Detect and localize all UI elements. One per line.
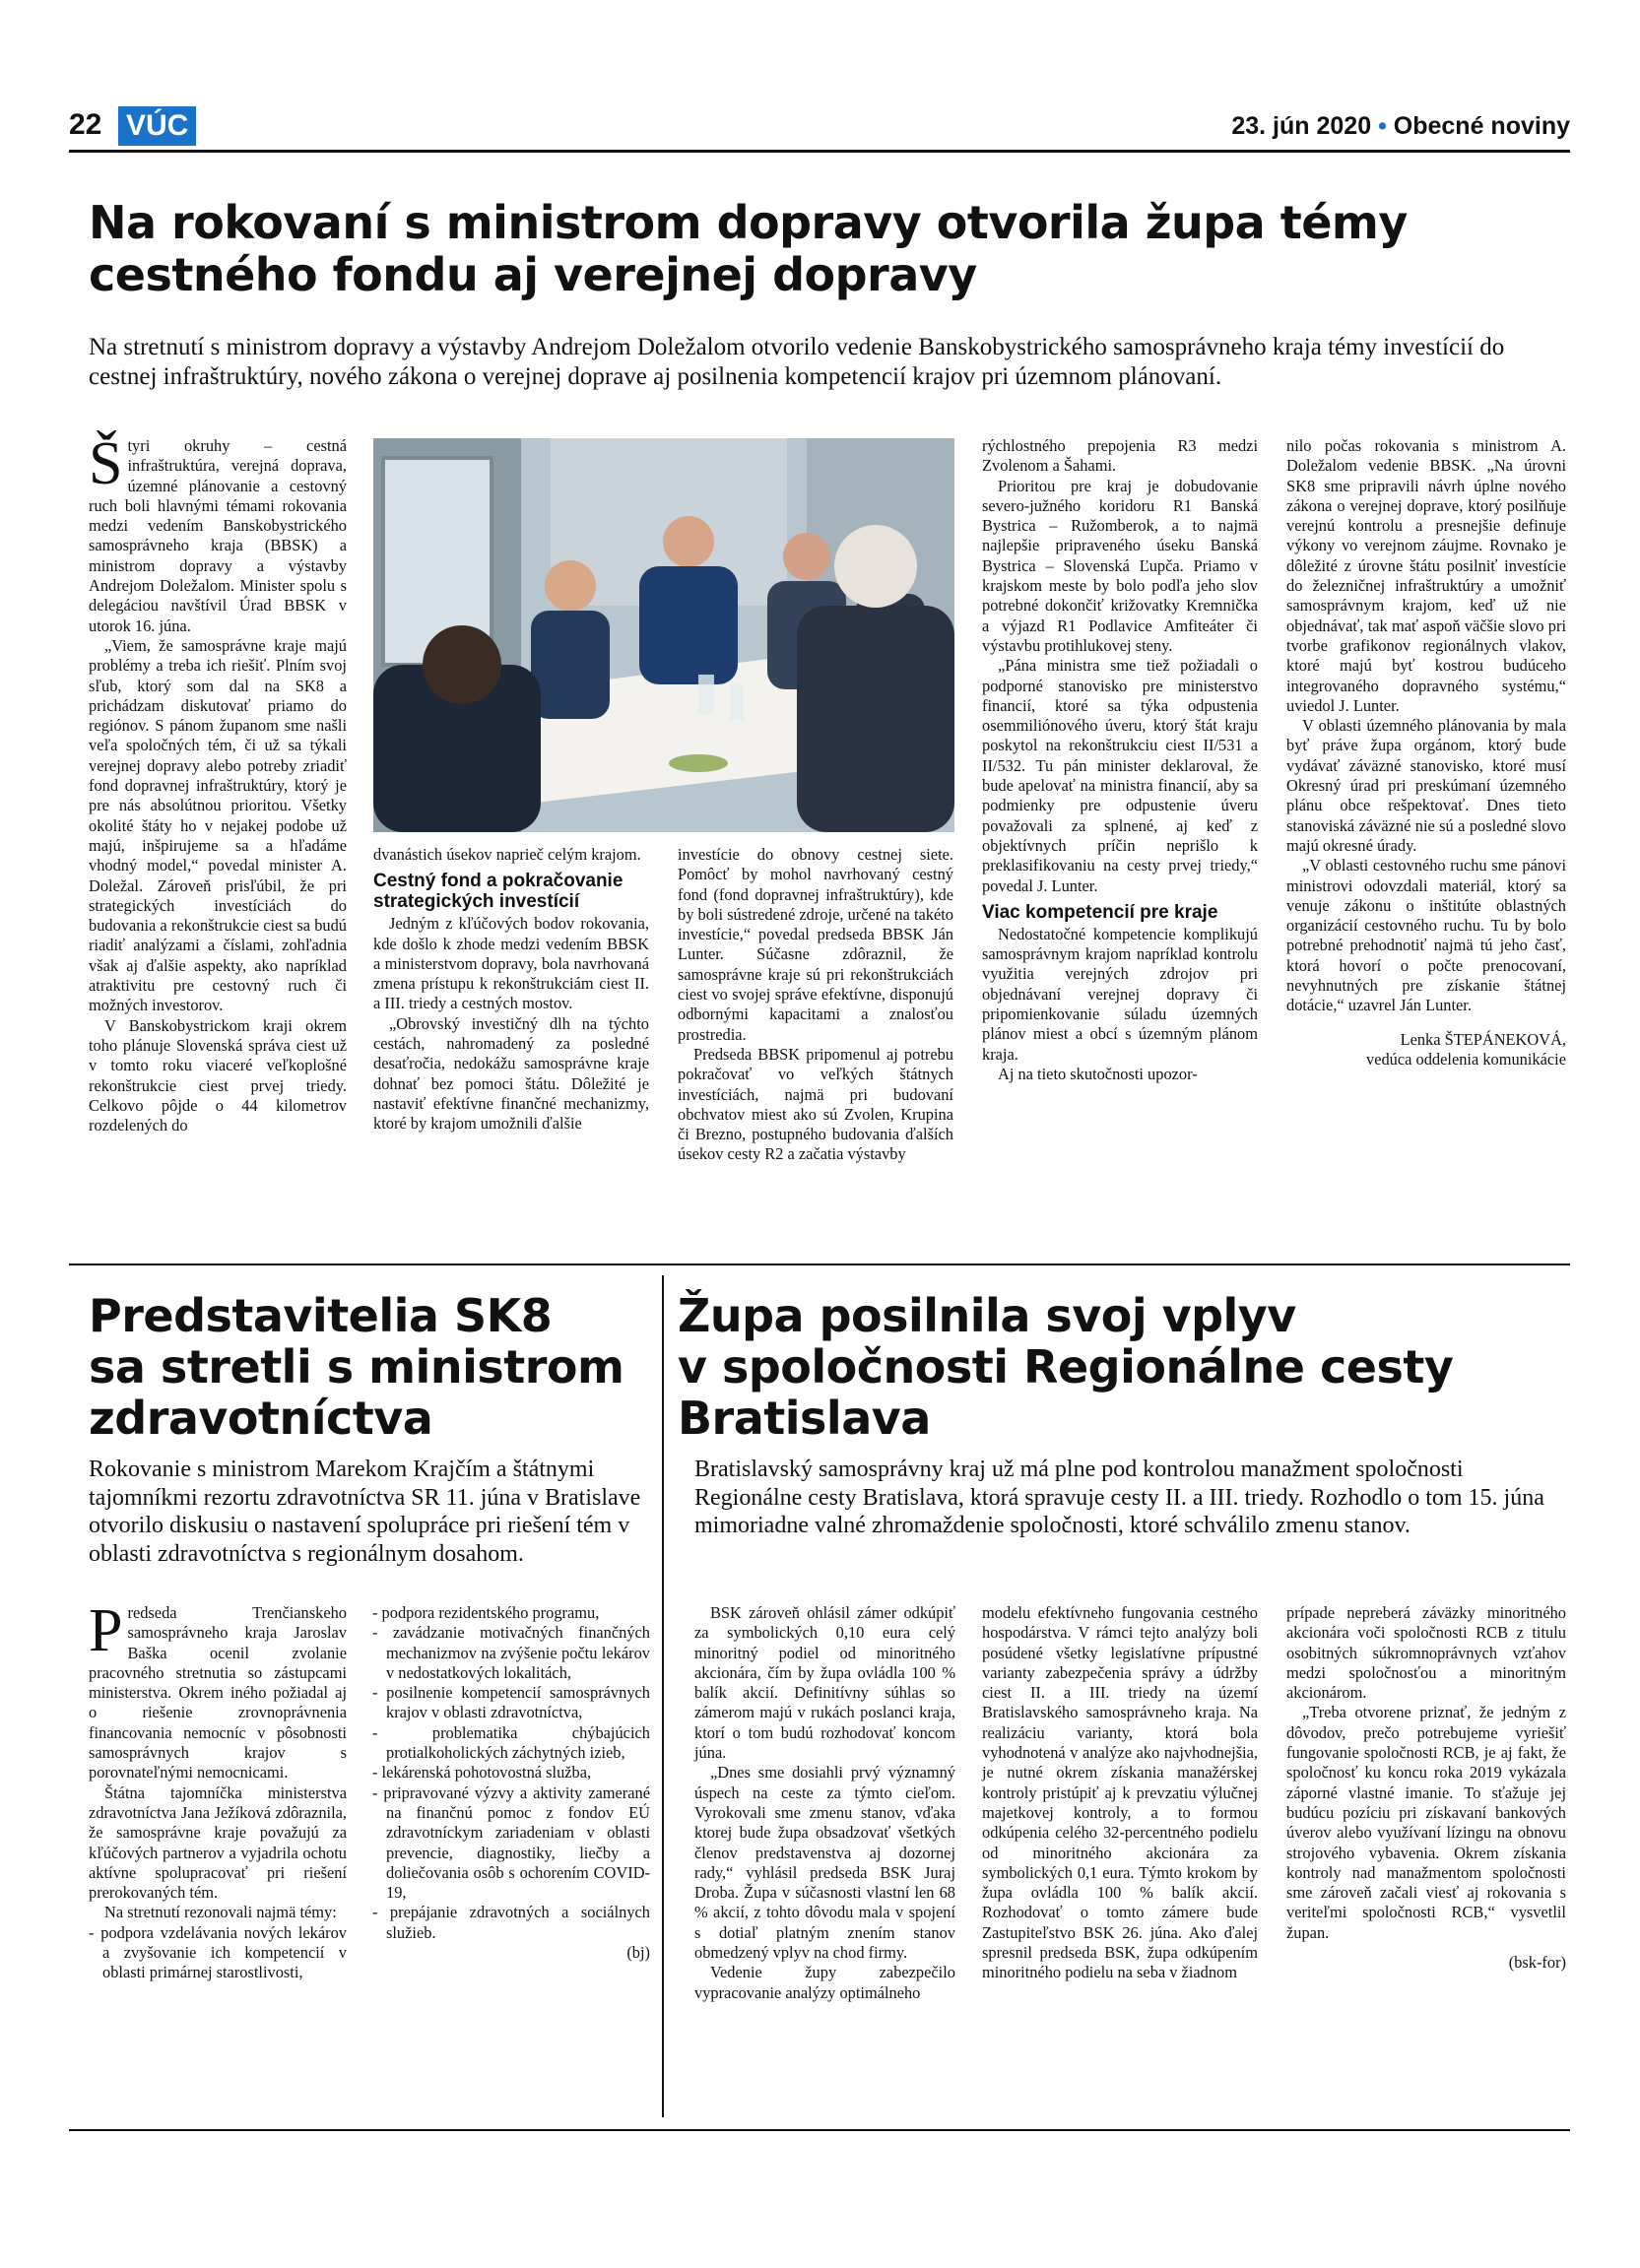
article1-paragraph: V oblasti územného plánovania by mala byť práve župa orgánom, ktorý bude vydávať záväzné stanovisko, ktoré musí Okresný úrad pri preskúmaní územného plánu obce rešpektovať. Dnes tieto stanoviská záväzné nie sú a posledné slovo majú okresné úrady. bbox=[1286, 716, 1566, 855]
article3-title-line: Bratislava bbox=[678, 1392, 931, 1445]
list-item: - posilnenie kompetencií samosprávnych krajov v oblasti zdravotníctva, bbox=[372, 1683, 650, 1722]
paragraph-text: tyri okruhy – cestná infraštruktúra, verejná doprava, územné plánovanie a cestovný ruch boli hlavnými témami rokovania medzi vedením Banskobystrického samosprávneho kraja (BBSK) a ministrom dopravy a výstavby Andrejom Doležalom. Minister spolu s delegáciou navštívil Úrad BBSK v utorok 16. júna. bbox=[89, 436, 347, 635]
paragraph-text: redseda Trenčianskeho samosprávneho kraja Jaroslav Baška ocenil zvolanie pracovného stretnutia so zástupcami ministerstva. Okrem iného požiadal aj o riešenie zrovnoprávnenia financovania nemocníc v pôsobnosti samosprávnych krajov s porovnateľnými nemocnicami. bbox=[89, 1603, 347, 1782]
issue-info bbox=[1231, 112, 1570, 141]
article1-paragraph: „V oblasti cestovného ruchu sme pánovi ministrovi odovzdali materiál, ktorý sa venuje zákonu o inštitúte oblastných organizácií cestovného ruchu. Tu by bolo potrebné prehodnotiť najmä tú jeho časť, ktorá hovorí o počte prenocovaní, nevyhnutných pre získanie štátnej dotácie,“ uzavrel Ján Lunter. bbox=[1286, 856, 1566, 1015]
article2-topic-list bbox=[89, 1923, 347, 1983]
article1-paragraph: V Banskobystrickom kraji okrem toho plánuje Slovenská správa ciest už v tomto roku viaceré veľkoplošné rekonštrukcie ciest prvej triedy. Celkovo pôjde o 44 kilometrov rozdelených do bbox=[89, 1015, 347, 1135]
list-item: - prepájanie zdravotných a sociálnych služieb. bbox=[372, 1903, 650, 1942]
list-item: - problematika chýbajúcich protialkoholických záchytných izieb, bbox=[372, 1722, 650, 1763]
article1-paragraph: „Viem, že samosprávne kraje majú problémy a treba ich riešiť. Plním svoj sľub, ktorý som dal na SK8 a prichádzam diskutovať priamo do regiónov. S pánom županom sme našli veľa spoločných tém, či už sa týkali verejnej dopravy alebo potreby zriadiť fond dopravnej infraštruktúry, ktorý je pre nás absolútnou prioritou. Všetky okolité štáty ho v nejakej podobe už majú, inšpirujeme sa a hľadáme vhodný model,“ povedal minister A. Doležal. Zároveň prisľúbil, že pri strategických investíciách do budovania a rekonštrukcie ciest sa budú riadiť analýzami a číslami, zohľadnia však aj ďalšie aspekty, ako napríklad atraktivitu pre cestovný ruch či možných investorov. bbox=[89, 635, 347, 1015]
article2-column-1 bbox=[89, 1597, 347, 2120]
article1-title-line: cestného fondu aj verejnej dopravy bbox=[89, 248, 977, 301]
article2-column-2 bbox=[372, 1603, 650, 2120]
article2-paragraph: Štátna tajomníčka ministerstva zdravotníctva Jana Ježíková zdôraznila, že samosprávne kraje považujú za kľúčových partnerov a vyjadrila ochotu aktívne spolupracovať pri riešení prerokovaných tém. bbox=[89, 1782, 347, 1903]
article3-paragraph: Vedenie župy zabezpečilo vypracovanie analýzy optimálneho bbox=[694, 1963, 955, 2002]
article2-lead: Rokovanie s ministrom Marekom Krajčím a štátnymi tajomníkmi rezortu zdravotníctva SR 11. júna v Bratislave otvorilo diskusiu o nastavení spolupráce pri riešení tém v oblasti zdravotníctva s regionálnym dosahom. bbox=[89, 1457, 641, 1567]
article1-paragraph: „Pána ministra sme tiež požiadali o podporné stanovisko pre ministerstvo financií, ktoré sa týka odpustenia osemmiliónového úveru, ktorý štát kraju poskytol na rekonštrukciu ciest II/531 a II/532. Tu pán minister deklaroval, že bude apelovať na ministra financií, aby sa podmienky pre odpustenie úveru považovali za splnené, aj keď z objektívnych príčin neprišlo k preklasifikovaniu na cesty prvej triedy,“ povedal J. Lunter. bbox=[982, 656, 1258, 895]
list-item: - podpora rezidentského programu, bbox=[372, 1603, 600, 1622]
article2-title-line: Predstavitelia SK8 bbox=[89, 1289, 553, 1342]
list-item: - zavádzanie motivačných finančných mechanizmov na zvýšenie počtu lekárov v nedostatkových lokalitách, bbox=[372, 1623, 650, 1682]
article3-title-line: Župa posilnila svoj vplyv bbox=[678, 1289, 1296, 1342]
article1-column-1 bbox=[89, 430, 347, 1264]
article1-column-4 bbox=[982, 436, 1258, 1264]
header-rule bbox=[69, 150, 1570, 153]
list-item: - pripravované výzvy a aktivity zamerané na finančnú pomoc z fondov EÚ zdravotníckym zariadeniam v oblasti prevencie, diagnostiky, liečby a doliečovania osôb s ochorením COVID-19, bbox=[372, 1782, 650, 1903]
article1-subheading: Cestný fond a pokračovanie strategických investícií bbox=[373, 871, 623, 913]
article3-title-line: v spoločnosti Regionálne cesty bbox=[678, 1340, 1454, 1393]
article2-title-line: zdravotníctva bbox=[89, 1392, 433, 1445]
article1-column-5 bbox=[1286, 436, 1566, 1264]
article1-paragraph bbox=[89, 430, 347, 636]
article1-column-3 bbox=[678, 845, 953, 1264]
article1-column-2 bbox=[373, 845, 649, 1264]
article2-signature: (bj) bbox=[626, 1943, 650, 1963]
list-item: - lekárenská pohotovostná služba, bbox=[372, 1763, 592, 1782]
meeting-photo-illustration bbox=[373, 438, 954, 832]
article2-topic-list bbox=[372, 1603, 650, 1943]
section-badge: VÚC bbox=[118, 106, 196, 146]
list-item: - podpora vzdelávania nových lekárov a zvyšovanie ich kompetencií v oblasti primárnej starostlivosti, bbox=[89, 1922, 347, 1982]
publication-name: Obecné noviny bbox=[1393, 112, 1570, 140]
separator-dot: • bbox=[1378, 112, 1387, 140]
article3-column-1 bbox=[694, 1603, 955, 2120]
article1-paragraph: investície do obnovy cestnej siete. Pomôcť by mohol navrhovaný cestný fond (fond dopravnej infraštruktúry), kde by boli sústredené zdroje, určené na takéto investície,“ povedal predseda BBSK Ján Lunter. Súčasne zdôraznil, že samosprávne kraje sú pri rekonštrukciách ciest vo svojej správe efektívne, disponujú odbornými kapacitami a znalosťou prostredia. bbox=[678, 845, 953, 1044]
article2-paragraph bbox=[89, 1597, 347, 1783]
article3-column-3 bbox=[1286, 1603, 1566, 2120]
drop-cap: P bbox=[89, 1597, 123, 1664]
article1-lead: Na stretnutí s ministrom dopravy a výstavby Andrejom Doležalom otvorilo vedenie Banskobystrického samosprávneho kraja témy investícií do cestnej infraštruktúry, nového zákona o verejnej doprave aj posilnenia kompetencií krajov pri územnom plánovaní. bbox=[89, 334, 1505, 390]
article1-paragraph: rýchlostného prepojenia R3 medzi Zvolenom a Šahami. bbox=[982, 436, 1258, 476]
article1-paragraph: Nedostatočné kompetencie komplikujú samosprávnym krajom napríklad kontrolu využitia verejných zdrojov pri objednávaní verejnej dopravy či pripomienkovanie súladu územných plánov miest a obcí s územným plánom kraja. bbox=[982, 924, 1258, 1064]
article3-lead: Bratislavský samosprávny kraj už má plne pod kontrolou manažment spoločnosti Regionálne cesty Bratislava, ktorá spravuje cesty II. a III. triedy. Rozhodlo o tom 15. júna mimoriadne valné zhromaždenie spoločnosti, ktoré schválilo zmenu stanov. bbox=[694, 1457, 1544, 1538]
section-divider bbox=[69, 1264, 1570, 1265]
article1-title bbox=[89, 197, 1408, 301]
article2-title bbox=[89, 1290, 623, 1444]
issue-date: 23. jún 2020 bbox=[1231, 112, 1372, 140]
article1-paragraph: Aj na tieto skutočnosti upozor- bbox=[998, 1064, 1198, 1083]
article3-paragraph: BSK zároveň ohlásil zámer odkúpiť za symbolických 0,10 eura celý minoritný podiel od minoritného akcionára, čím by župa ovládla 100 % balík akcií. Definitívny súhlas so zámerom majú v rukách poslanci kraja, ktorí o tom budú rozhodovať koncom júna. bbox=[694, 1603, 955, 1763]
article1-title-line: Na rokovaní s ministrom dopravy otvorila župa témy bbox=[89, 196, 1408, 249]
article3-signature: (bsk-for) bbox=[1508, 1953, 1566, 1973]
article3-column-2 bbox=[982, 1603, 1258, 2120]
article1-paragraph: dvanástich úsekov naprieč celým krajom. bbox=[373, 845, 641, 864]
article3-paragraph: „Treba otvorene priznať, že jedným z dôvodov, prečo potrebujeme vyriešiť fungovanie spoločnosti RCB, je aj fakt, že spoločnosť ku koncu roka 2019 vykázala záporné vlastné imanie. To sťažuje jej budúcu pozíciu pri získavaní bankových úverov alebo využívaní lízingu na obnovu strojového vybavenia. Okrem získania kontroly nad manažmentom spoločnosti sme zároveň začali viesť aj rokovania s veriteľmi spoločnosti RCB,“ vysvetlil župan. bbox=[1286, 1703, 1566, 1942]
drop-cap: Š bbox=[89, 430, 123, 497]
article3-paragraph: modelu efektívneho fungovania cestného hospodárstva. V rámci tejto analýzy boli posúdené všetky legislatívne prípustné varianty zabezpečenia správy a údržby ciest II. a III. triedy na území Bratislavského samosprávneho kraja. Na realizáciu varianty, ktorá bola vyhodnotená v analýze ako najvhodnejšia, je nutné okrem získania manažérskej kontroly pristúpiť aj k prevzatiu výlučnej majetkovej kontroly, a to formou odkúpenia celého 32-percentného podielu od minoritného akcionára za symbolických 0,1 eura. Týmto krokom by župa ovládla 100 % balík akcií. Rozhodovať o tomto zámere bude Zastupiteľstvo BSK 26. júna. Ako ďalej spresnil predseda BSK, župa odkúpením minoritného podielu na seba v žiadnom bbox=[982, 1603, 1258, 1982]
article3-paragraph: „Dnes sme dosiahli prvý významný úspech na ceste za týmto cieľom. Vyrokovali sme zmenu stanov, vďaka ktorej bude župa obsadzovať všetkých členov predstavenstva aj dozornej rady,“ vyhlásil predseda BSK Juraj Droba. Župa v súčasnosti vlastní len 68 % akcií, z tohto dôvodu mala v spojení s dotiaľ platným znením stanov obmedzený vplyv na chod firmy. bbox=[694, 1763, 955, 1963]
column-divider bbox=[662, 1275, 664, 2117]
footer-rule bbox=[69, 2129, 1570, 2131]
article1-paragraph: Jedným z kľúčových bodov rokovania, kde došlo k zhode medzi vedením BBSK a ministerstvom dopravy, bola navrhovaná zmena prístupu k rekonštrukciám ciest II. a III. triedy a cestných mostov. bbox=[373, 914, 649, 1013]
article1-paragraph: „Obrovský investičný dlh na týchto cestách, nahromadený za posledné desaťročia, nedokážu samosprávne kraje dohnať bez pomoci štátu. Dôležité je nastaviť efektívne finančné mechanizmy, ktoré by krajom umožnili ďalšie bbox=[373, 1013, 649, 1134]
article3-title bbox=[678, 1290, 1453, 1444]
article1-paragraph: Predseda BBSK pripomenul aj potrebu pokračovať vo veľkých štátnych investíciách, najmä pri budovaní obchvatov miest ako sú Zvolen, Krupina či Brezno, postupného budovania ďalších úsekov cesty R2 a začatia výstavby bbox=[678, 1044, 953, 1164]
article1-subheading: Viac kompetencií pre kraje bbox=[982, 901, 1218, 923]
page-number: 22 bbox=[69, 108, 102, 141]
article1-signature-name: Lenka ŠTEPÁNEKOVÁ, bbox=[1400, 1029, 1566, 1049]
page-header bbox=[69, 106, 1570, 150]
article1-paragraph: Prioritou pre kraj je dobudovanie severo-južného koridoru R1 Banská Bystrica – Ružomberok, a to najmä najlepšie pripraveného úseku Banská Bystrica – Slovenská Ľupča. Priamo v krajskom meste by bolo podľa jeho slov potrebné dokončiť križovatky Kremnička a výjazd R1 Podlavice Amfiteáter či výstavbu protihlukovej steny. bbox=[982, 476, 1258, 655]
article2-title-line: sa stretli s ministrom bbox=[89, 1340, 624, 1393]
article2-paragraph: Na stretnutí rezonovali najmä témy: bbox=[104, 1903, 337, 1922]
article1-photo bbox=[373, 438, 954, 832]
article1-paragraph: nilo počas rokovania s ministrom A. Doležalom vedenie BBSK. „Na úrovni SK8 sme pripravili návrh úplne nového zákona o verejnej doprave, ktorý posilňuje verejnú kontrolu a presnejšie definuje výkony vo verejnom záujme. Rovnako je dôležité z úrovne štátu posilniť investície do železničnej infraštruktúry a umožniť samosprávnym krajom, keď už nie objednávať, tak mať aspoň väčšie slovo pri tvorbe grafikonov regionálnych vlakov, ktoré majú byť kostrou budúceho integrovaného dopravného systému,“ uviedol J. Lunter. bbox=[1286, 436, 1566, 715]
article1-signature-role: vedúca oddelenia komunikácie bbox=[1366, 1049, 1566, 1069]
article3-paragraph: prípade nepreberá záväzky minoritného akcionára voči spoločnosti RCB z titulu osobitných súkromnoprávnych vzťahov medzi spoločnosťou a minoritným akcionárom. bbox=[1286, 1603, 1566, 1703]
